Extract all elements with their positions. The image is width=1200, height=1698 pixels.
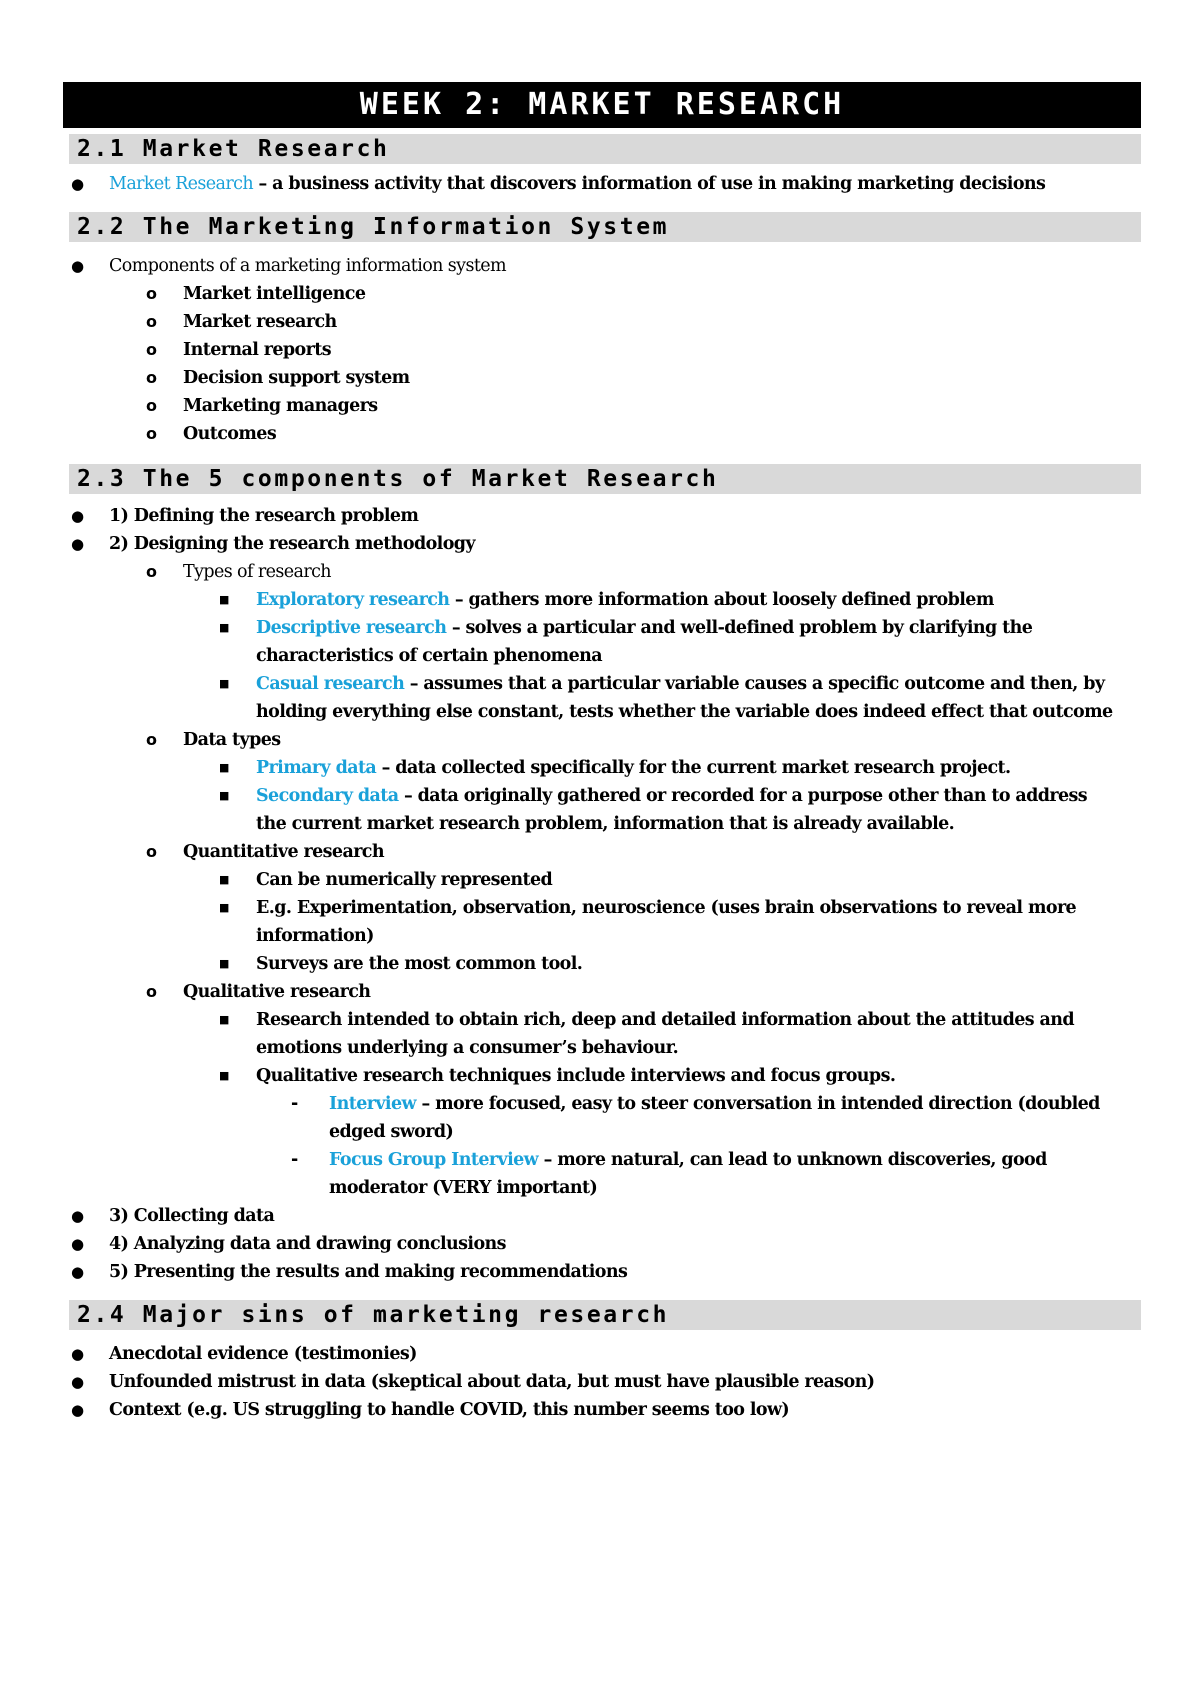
item-text: 2) Designing the research methodology [109,534,475,554]
list-item [63,170,1141,198]
item-text: Anecdotal evidence (testimonies) [109,1344,417,1364]
term-casual-research: Casual research [256,674,405,694]
item-text: Internal reports [183,340,331,360]
square-bullet-icon: ■ [219,901,229,914]
section-heading-2-2: 2.2 The Marketing Information System [69,212,1141,242]
square-bullet-icon: ■ [219,789,229,802]
square-bullet-icon: ■ [219,593,229,606]
circle-bullet-icon: o [146,284,157,303]
bullet-icon: ● [71,1373,84,1391]
circle-bullet-icon: o [146,982,157,1001]
circle-bullet-icon: o [146,368,157,387]
bullet-icon: ● [71,1207,84,1225]
list-item [63,1368,1141,1396]
circle-bullet-icon: o [146,842,157,861]
list-item-continuation: edged sword) [329,1122,454,1142]
document-page [63,82,1141,1424]
term-market-research: Market Research [109,174,254,194]
list-item-continuation: emotions underlying a consumer’s behaviour. [256,1038,679,1058]
list-item [63,866,1141,894]
item-text: – more focused, easy to steer conversation in intended direction (doubled [415,1094,1100,1114]
square-bullet-icon: ■ [219,873,229,886]
list-item [63,1230,1141,1258]
bullet-icon: ● [71,1345,84,1363]
bullet-icon: ● [71,175,84,193]
list-item [63,950,1141,978]
list-item [63,1396,1141,1424]
bullet-icon: ● [71,1401,84,1419]
dash-bullet-icon: - [291,1150,298,1170]
section-heading-2-3: 2.3 The 5 components of Market Research [69,464,1141,494]
list-item [63,252,1141,280]
list-item [63,1146,1141,1174]
list-item-continuation: information) [256,926,374,946]
list-item [63,1006,1141,1034]
item-text: Market intelligence [183,284,366,304]
square-bullet-icon: ■ [219,1013,229,1026]
item-text: Data types [183,730,281,750]
list-item [63,280,1141,308]
bullet-icon: ● [71,257,84,275]
list-item [63,586,1141,614]
bullet-icon: ● [71,507,84,525]
list-item [63,1062,1141,1090]
item-text: 5) Presenting the results and making recommendations [109,1262,628,1282]
item-text: Context (e.g. US struggling to handle COVID, this number seems too low) [109,1400,790,1420]
square-bullet-icon: ■ [219,621,229,634]
item-text: Marketing managers [183,396,378,416]
square-bullet-icon: ■ [219,1069,229,1082]
list-item-continuation: characteristics of certain phenomena [256,646,602,666]
list-item [63,1340,1141,1368]
item-text: Qualitative research [183,982,371,1002]
term-secondary-data: Secondary data [256,786,399,806]
item-text: 3) Collecting data [109,1206,275,1226]
circle-bullet-icon: o [146,396,157,415]
list-item [63,502,1141,530]
list-item [63,894,1141,922]
bullet-icon: ● [71,1235,84,1253]
list-item [63,726,1141,754]
circle-bullet-icon: o [146,562,157,581]
item-text: – solves a particular and well-defined problem by clarifying the [446,618,1033,638]
item-text: Surveys are the most common tool. [256,954,583,974]
dash-bullet-icon: - [291,1094,298,1114]
item-text: Outcomes [183,424,277,444]
item-text: – assumes that a particular variable causes a specific outcome and then, by [404,674,1105,694]
list-item [63,1090,1141,1118]
list-item-continuation: the current market research problem, information that is already available. [256,814,955,834]
square-bullet-icon: ■ [219,761,229,774]
list-item [63,670,1141,698]
item-text: Decision support system [183,368,410,388]
item-text: – data originally gathered or recorded for a purpose other than to address [398,786,1088,806]
item-text: – more natural, can lead to unknown discoveries, good [538,1150,1047,1170]
circle-bullet-icon: o [146,312,157,331]
item-text: Components of a marketing information system [109,256,507,276]
item-text: – gathers more information about loosely defined problem [449,590,994,610]
item-text: Can be numerically represented [256,870,553,890]
circle-bullet-icon: o [146,424,157,443]
item-text: Market research [183,312,337,332]
square-bullet-icon: ■ [219,677,229,690]
item-text: Quantitative research [183,842,384,862]
item-text: Unfounded mistrust in data (skeptical about data, but must have plausible reason) [109,1372,875,1392]
list-item [63,1258,1141,1286]
term-primary-data: Primary data [256,758,377,778]
list-item [63,420,1141,448]
term-exploratory-research: Exploratory research [256,590,450,610]
square-bullet-icon: ■ [219,957,229,970]
circle-bullet-icon: o [146,730,157,749]
list-item [63,392,1141,420]
list-item-continuation: holding everything else constant, tests whether the variable does indeed effect that outcome [256,702,1113,722]
item-text: Types of research [183,562,331,582]
item-text: – a business activity that discovers information of use in making marketing decisions [253,174,1046,194]
list-item [63,614,1141,642]
circle-bullet-icon: o [146,340,157,359]
list-item [63,530,1141,558]
list-item [63,364,1141,392]
bullet-icon: ● [71,1263,84,1281]
item-text: – data collected specifically for the current market research project. [376,758,1011,778]
item-text: E.g. Experimentation, observation, neuroscience (uses brain observations to reveal more [256,898,1077,918]
list-item [63,308,1141,336]
list-item [63,754,1141,782]
section-heading-2-4: 2.4 Major sins of marketing research [69,1300,1141,1330]
bullet-icon: ● [71,535,84,553]
term-descriptive-research: Descriptive research [256,618,447,638]
list-item [63,978,1141,1006]
item-text: Qualitative research techniques include interviews and focus groups. [256,1066,896,1086]
item-text: Research intended to obtain rich, deep and detailed information about the attitudes and [256,1010,1074,1030]
list-item [63,1202,1141,1230]
list-item-continuation: moderator (VERY important) [329,1178,598,1198]
list-item [63,782,1141,810]
term-focus-group-interview: Focus Group Interview [329,1150,539,1170]
list-item [63,558,1141,586]
term-interview: Interview [329,1094,416,1114]
document-title: WEEK 2: MARKET RESEARCH [63,82,1141,128]
item-text: 4) Analyzing data and drawing conclusions [109,1234,506,1254]
list-item [63,838,1141,866]
item-text: 1) Defining the research problem [109,506,419,526]
list-item [63,336,1141,364]
section-heading-2-1: 2.1 Market Research [69,134,1141,164]
